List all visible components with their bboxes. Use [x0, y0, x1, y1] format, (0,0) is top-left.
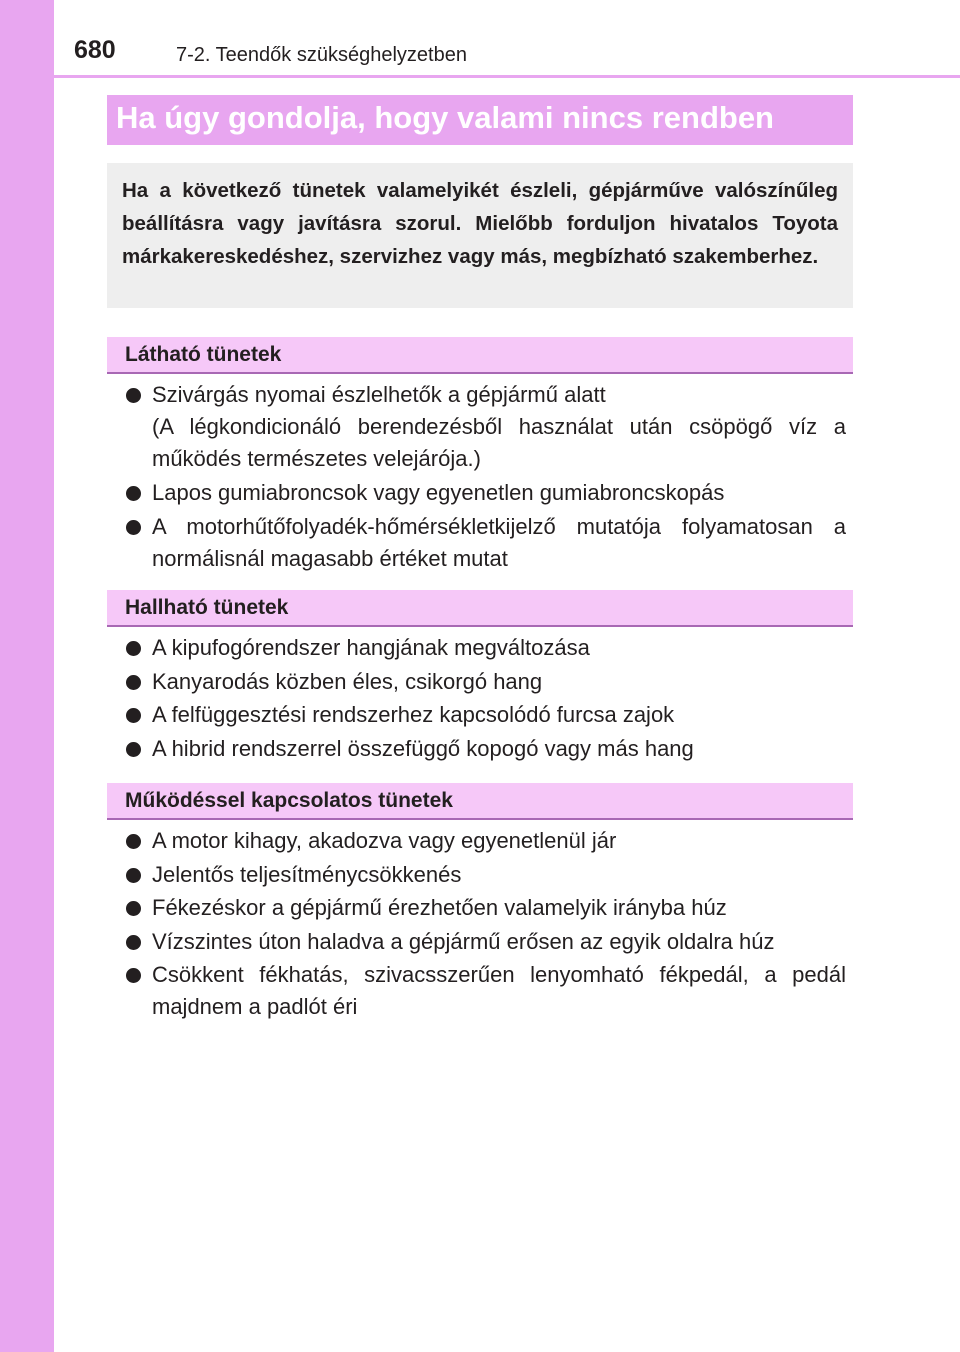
bullet-icon: [126, 641, 141, 656]
bullet-icon: [126, 968, 141, 983]
bullet-icon: [126, 935, 141, 950]
subheader-label: Hallható tünetek: [125, 596, 289, 619]
list-item-text: Vízszintes úton haladva a gépjármű erősen az egyik oldalra húz: [152, 928, 775, 954]
intro-text: Ha a következő tünetek valamelyikét észleli, gépjárműve valószínűleg beállításra vagy javításra szorul. Mielőbb forduljon hivatalos Toyota márkakereskedéshez, szervizhez vagy más, megbízható szakemberhez.: [122, 179, 838, 268]
bullet-icon: [126, 708, 141, 723]
page-title: Ha úgy gondolja, hogy valami nincs rendben: [116, 100, 774, 135]
list-item-text: A hibrid rendszerrel összefüggő kopogó vagy más hang: [152, 735, 694, 761]
list-item: [126, 666, 846, 698]
subheader-label: Látható tünetek: [125, 343, 282, 366]
list-item: [126, 477, 846, 509]
subheader-audible-symptoms: [107, 590, 853, 627]
list-item: [126, 733, 846, 765]
list-item: [126, 825, 846, 857]
subheader-operational-symptoms: [107, 783, 853, 820]
list-item-text: Lapos gumiabroncsok vagy egyenetlen gumiabroncskopás: [152, 480, 725, 505]
list-item-text: A motorhűtőfolyadék-hőmérsékletkijelző mutatója folyamatosan a normálisnál magasabb értéket mutat: [152, 514, 846, 571]
visible-symptoms-list: [126, 379, 846, 577]
list-item-text: Szivárgás nyomai észlelhetők a gépjármű alatt: [152, 382, 606, 407]
bullet-icon: [126, 742, 141, 757]
bullet-icon: [126, 486, 141, 501]
list-item: [126, 892, 846, 924]
list-item: [126, 632, 846, 664]
side-color-strip: [0, 0, 54, 1352]
section-header: 7-2. Teendők szükséghelyzetben: [176, 44, 467, 66]
list-item: [126, 379, 846, 475]
list-item-text: Jelentős teljesítménycsökkenés: [152, 861, 462, 887]
operational-symptoms-list: [126, 825, 846, 1025]
list-item-text: A kipufogórendszer hangjának megváltozása: [152, 635, 590, 660]
list-item-text: A felfüggesztési rendszerhez kapcsolódó furcsa zajok: [152, 702, 675, 727]
subheader-label: Működéssel kapcsolatos tünetek: [125, 789, 453, 812]
bullet-icon: [126, 675, 141, 690]
subheader-visible-symptoms: [107, 337, 853, 374]
list-item: [126, 859, 846, 891]
list-item-text: Kanyarodás közben éles, csikorgó hang: [152, 668, 543, 694]
list-item-text: Csökkent fékhatás, szivacsszerűen lenyomható fékpedál, a pedál majdnem a padlót éri: [152, 962, 846, 1019]
list-item-text: Fékezéskor a gépjármű érezhetően valamelyik irányba húz: [152, 895, 727, 920]
audible-symptoms-list: [126, 632, 846, 766]
header-rule: [54, 75, 960, 78]
bullet-icon: [126, 520, 141, 535]
bullet-icon: [126, 868, 141, 883]
list-item-note: (A légkondicionáló berendezésből használat után csöpögő víz a működés természetes velejárója.): [152, 414, 846, 471]
bullet-icon: [126, 388, 141, 403]
list-item: [126, 699, 846, 731]
list-item-text: A motor kihagy, akadozva vagy egyenetlenül jár: [152, 828, 617, 853]
bullet-icon: [126, 834, 141, 849]
list-item: [126, 926, 846, 958]
list-item: [126, 959, 846, 1023]
list-item: [126, 511, 846, 575]
page-number: 680: [74, 36, 116, 64]
bullet-icon: [126, 901, 141, 916]
